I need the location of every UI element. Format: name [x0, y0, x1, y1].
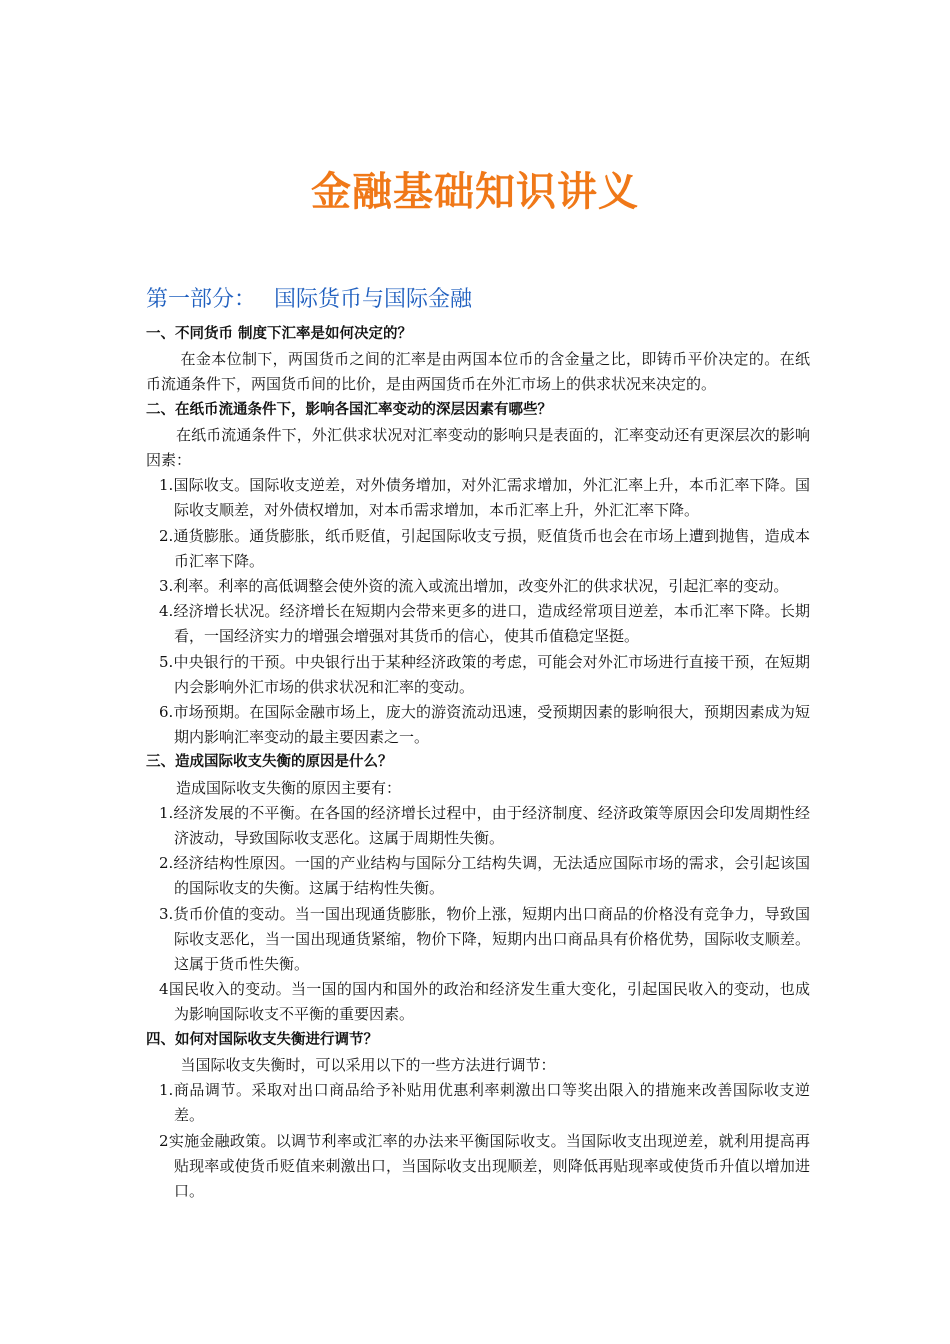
list-item — [146, 977, 810, 1027]
item-text: 国民收入的变动。当一国的国内和国外的政治和经济发生重大变化，引起国民收入的变动，也成为影响国际收支不平衡的重要因素。 — [168, 980, 810, 1024]
item-number: 2 — [159, 1131, 169, 1150]
item-number: 3. — [159, 577, 174, 596]
item-number: 2. — [159, 854, 174, 873]
section-question: 三、造成国际收支失衡的原因是什么？ — [146, 754, 393, 771]
part-heading — [146, 282, 472, 313]
item-text: 利率。利率的高低调整会使外资的流入或流出增加，改变外汇的供求状况，引起汇率的变动。 — [173, 577, 789, 596]
item-text: 实施金融政策。以调节利率或汇率的办法来平衡国际收支。当国际收支出现逆差，就利用提高再贴现率或使货币贬值来刺激出口，当国际收支出现顺差，则降低再贴现率或使货币升值以增加进口。 — [168, 1131, 810, 1200]
list-item — [146, 801, 810, 851]
item-text: 国际收支。国际收支逆差，对外债务增加，对外汇需求增加，外汇汇率上升，本币汇率下降。国际收支顺差，对外债权增加，对本币需求增加，本币汇率上升，外汇汇率下降。 — [173, 476, 810, 520]
list-item — [146, 650, 810, 700]
list-item — [146, 524, 810, 574]
section-1 — [146, 322, 810, 398]
list-item — [146, 1129, 810, 1205]
item-text: 通货膨胀。通货膨胀，纸币贬值，引起国际收支亏损，贬值货币也会在市场上遭到抛售，造成本币汇率下降。 — [173, 526, 810, 570]
section-4 — [146, 1028, 810, 1204]
section-intro: 在纸币流通条件下，外汇供求状况对汇率变动的影响只是表面的，汇率变动还有更深层次的影响因素： — [146, 425, 810, 470]
list-item — [146, 473, 810, 523]
list-item — [146, 851, 810, 901]
item-text: 经济增长状况。经济增长在短期内会带来更多的进口，造成经常项目逆差，本币汇率下降。长期看，一国经济实力的增强会增强对其货币的信心，使其币值稳定坚挺。 — [173, 602, 810, 646]
item-text: 市场预期。在国际金融市场上，庞大的游资流动迅速，受预期因素的影响很大，预期因素成为短期内影响汇率变动的最主要因素之一。 — [173, 703, 810, 747]
document-title: 金融基础知识讲义 — [311, 169, 639, 215]
section-intro: 在金本位制下，两国货币之间的汇率是由两国本位币的含金量之比，即铸币平价决定的。在纸币流通条件下，两国货币间的比价，是由两国货币在外汇市场上的供求状况来决定的。 — [146, 350, 810, 394]
item-text: 货币价值的变动。当一国出现通货膨胀，物价上涨，短期内出口商品的价格没有竞争力，导致国际收支恶化，当一国出现通货紧缩，物价下降，短期内出口商品具有价格优势，国际收支顺差。这属于货币性失衡。 — [173, 904, 810, 974]
item-number: 1. — [159, 1081, 174, 1100]
item-text: 商品调节。采取对出口商品给予补贴用优惠利率刺激出口等奖出限入的措施来改善国际收支逆差。 — [173, 1081, 810, 1125]
section-intro: 当国际收支失衡时，可以采用以下的一些方法进行调节： — [180, 1055, 556, 1074]
part-label: 第一部分： — [146, 287, 257, 312]
section-question: 二、在纸币流通条件下，影响各国汇率变动的深层因素有哪些？ — [146, 401, 552, 418]
item-number: 2. — [159, 526, 174, 545]
list-item — [146, 1078, 810, 1128]
document-body — [146, 322, 810, 1204]
item-number: 4 — [159, 980, 169, 999]
item-number: 4. — [159, 602, 174, 621]
item-number: 5. — [159, 652, 174, 671]
item-number: 6. — [159, 703, 174, 722]
section-3 — [146, 750, 810, 1027]
list-item — [146, 902, 810, 978]
list-item — [146, 700, 810, 750]
list-item — [146, 599, 810, 649]
item-text: 经济发展的不平衡。在各国的经济增长过程中，由于经济制度、经济政策等原因会印发周期性经济波动，导致国际收支恶化。这属于周期性失衡。 — [173, 803, 810, 848]
section-intro: 造成国际收支失衡的原因主要有： — [176, 778, 402, 797]
part-name: 国际货币与国际金融 — [274, 287, 473, 312]
item-text: 中央银行的干预。中央银行出于某种经济政策的考虑，可能会对外汇市场进行直接干预，在短期内会影响外汇市场的供求状况和汇率的变动。 — [173, 652, 810, 696]
list-item — [146, 574, 810, 599]
item-number: 1. — [159, 803, 174, 822]
section-2 — [146, 398, 810, 751]
section-question: 四、如何对国际收支失衡进行调节？ — [146, 1031, 378, 1048]
section-question: 一、不同货币 制度下汇率是如何决定的？ — [146, 326, 413, 342]
item-number: 3. — [159, 904, 174, 923]
item-number: 1. — [159, 476, 174, 495]
item-text: 经济结构性原因。一国的产业结构与国际分工结构失调，无法适应国际市场的需求，会引起该国的国际收支的失衡。这属于结构性失衡。 — [173, 854, 810, 898]
